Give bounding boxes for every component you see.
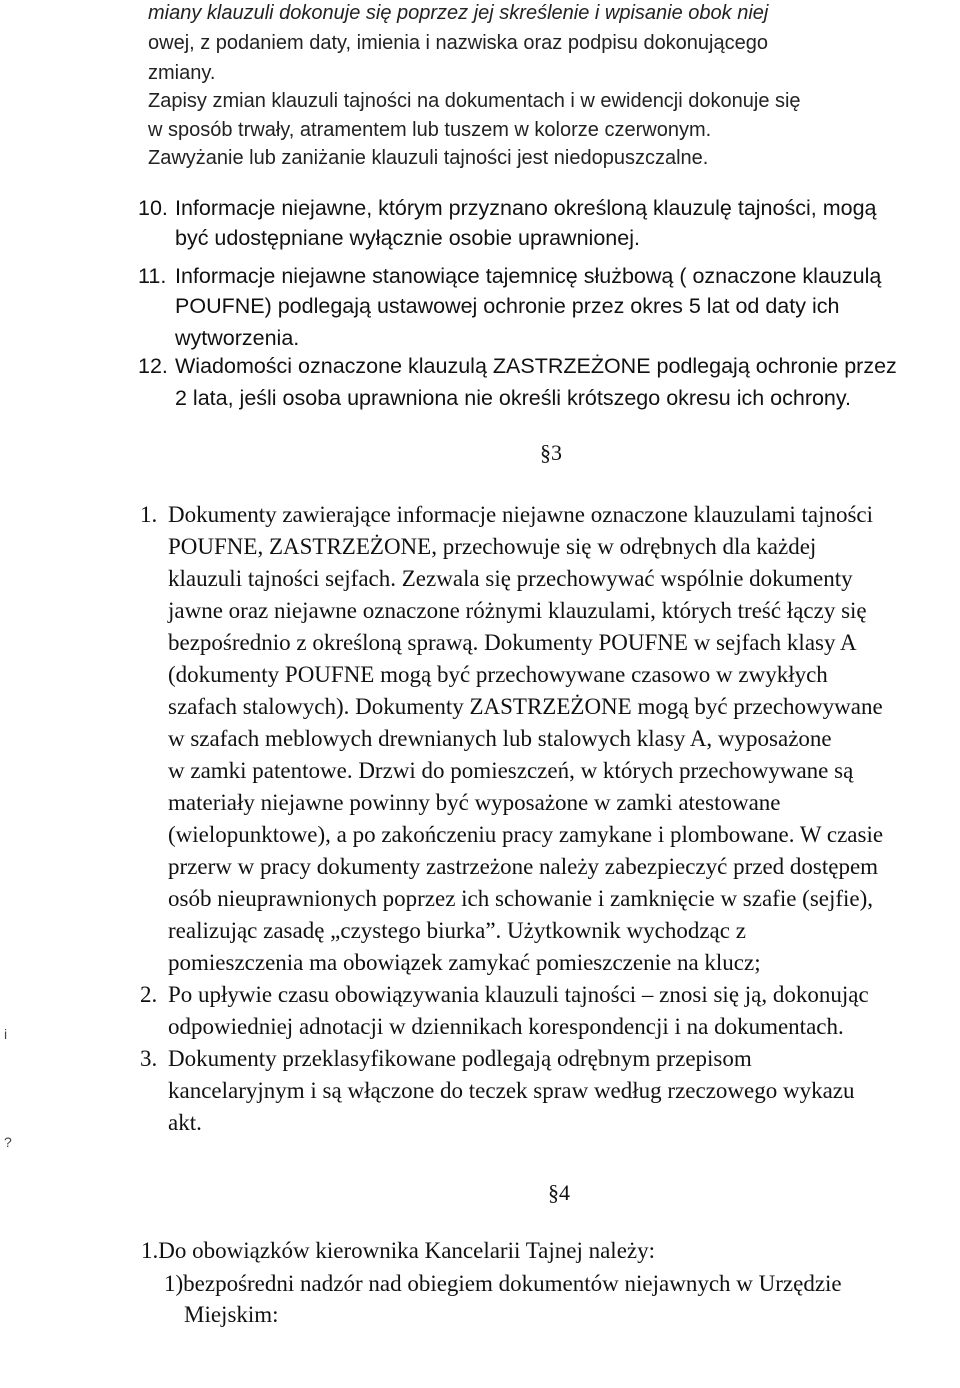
list-number: 11.: [138, 264, 167, 288]
text-line: Informacje niejawne, którym przyznano określoną klauzulę tajności, mogą: [175, 196, 877, 220]
margin-mark: ?: [4, 1134, 12, 1150]
text-line: być udostępniane wyłącznie osobie uprawnionej.: [175, 226, 640, 250]
text-line: Wiadomości oznaczone klauzulą ZASTRZEŻONE podlegają ochronie przez: [175, 354, 897, 378]
text-line: owej, z podaniem daty, imienia i nazwiska oraz podpisu dokonującego: [148, 32, 768, 54]
text-line: szafach stalowych). Dokumenty ZASTRZEŻONE mogą być przechowywane: [168, 694, 883, 719]
text-line: w zamki patentowe. Drzwi do pomieszczeń, w których przechowywane są: [168, 758, 854, 783]
text-line: Zawyżanie lub zaniżanie klauzuli tajności jest niedopuszczalne.: [148, 147, 709, 169]
list-number: 1.: [140, 502, 158, 527]
text-line: materiały niejawne powinny być wyposażone w zamki atestowane: [168, 790, 781, 815]
text-line: realizując zasadę „czystego biurka”. Użytkownik wychodząc z: [168, 918, 746, 943]
text-line: pomieszczenia ma obowiązek zamykać pomieszczenie na klucz;: [168, 950, 761, 975]
list-number: 3.: [140, 1046, 158, 1071]
text-line: (wielopunktowe), a po zakończeniu pracy zamykane i plombowane. W czasie: [168, 822, 884, 847]
text-line: 1)bezpośredni nadzór nad obiegiem dokumentów niejawnych w Urzędzie: [164, 1271, 842, 1296]
section-heading-3: §3: [540, 440, 562, 465]
text-line: zmiany.: [148, 62, 216, 84]
list-number: 2.: [140, 982, 158, 1007]
text-line: miany klauzuli dokonuje się poprzez jej skreślenie i wpisanie obok niej: [148, 2, 769, 24]
text-line: osób nieuprawnionych poprzez ich schowanie i zamknięcie w szafie (sejfie),: [168, 886, 874, 911]
text-line: przerw w pracy dokumenty zastrzeżone należy zabezpieczyć przed dostępem: [168, 854, 879, 879]
text-line: bezpośrednio z określoną sprawą. Dokumenty POUFNE w sejfach klasy A: [168, 630, 857, 655]
text-line: Po upływie czasu obowiązywania klauzuli tajności – znosi się ją, dokonując: [168, 982, 869, 1007]
text-line: Zapisy zmian klauzuli tajności na dokumentach i w ewidencji dokonuje się: [148, 90, 801, 112]
text-line: (dokumenty POUFNE mogą być przechowywane czasowo w zwykłych: [168, 662, 828, 687]
list-number: 12.: [138, 354, 168, 378]
text-line: Dokumenty zawierające informacje niejawne oznaczone klauzulami tajności: [168, 502, 874, 527]
text-line: kancelaryjnym i są włączone do teczek spraw według rzeczowego wykazu: [168, 1078, 855, 1103]
text-line: Dokumenty przeklasyfikowane podlegają odrębnym przepisom: [168, 1046, 752, 1071]
text-line: POUFNE) podlegają ustawowej ochronie przez okres 5 lat od daty ich: [175, 294, 840, 318]
text-line: Miejskim:: [184, 1302, 279, 1327]
text-line: POUFNE, ZASTRZEŻONE, przechowuje się w odrębnych dla każdej: [168, 534, 817, 559]
text-line: w szafach meblowych drewnianych lub stalowych klasy A, wyposażone: [168, 726, 832, 751]
section-heading-4: §4: [548, 1180, 570, 1205]
text-line: klauzuli tajności sejfach. Zezwala się przechowywać wspólnie dokumenty: [168, 566, 853, 591]
text-line: jawne oraz niejawne oznaczone różnymi klauzulami, których treść łączy się: [168, 598, 867, 623]
final-heading: 1.Do obowiązków kierownika Kancelarii Tajnej należy:: [141, 1238, 656, 1263]
text-line: Informacje niejawne stanowiące tajemnicę służbową ( oznaczone klauzulą: [175, 264, 882, 288]
text-line: 2 lata, jeśli osoba uprawniona nie określi krótszego okresu ich ochrony.: [175, 386, 852, 410]
text-line: akt.: [168, 1110, 202, 1135]
text-line: odpowiedniej adnotacji w dziennikach korespondencji i na dokumentach.: [168, 1014, 844, 1039]
margin-mark: i: [4, 1026, 8, 1042]
list-number: 10.: [138, 196, 168, 220]
text-line: wytworzenia.: [175, 326, 300, 350]
text-line: w sposób trwały, atramentem lub tuszem w kolorze czerwonym.: [148, 119, 712, 141]
